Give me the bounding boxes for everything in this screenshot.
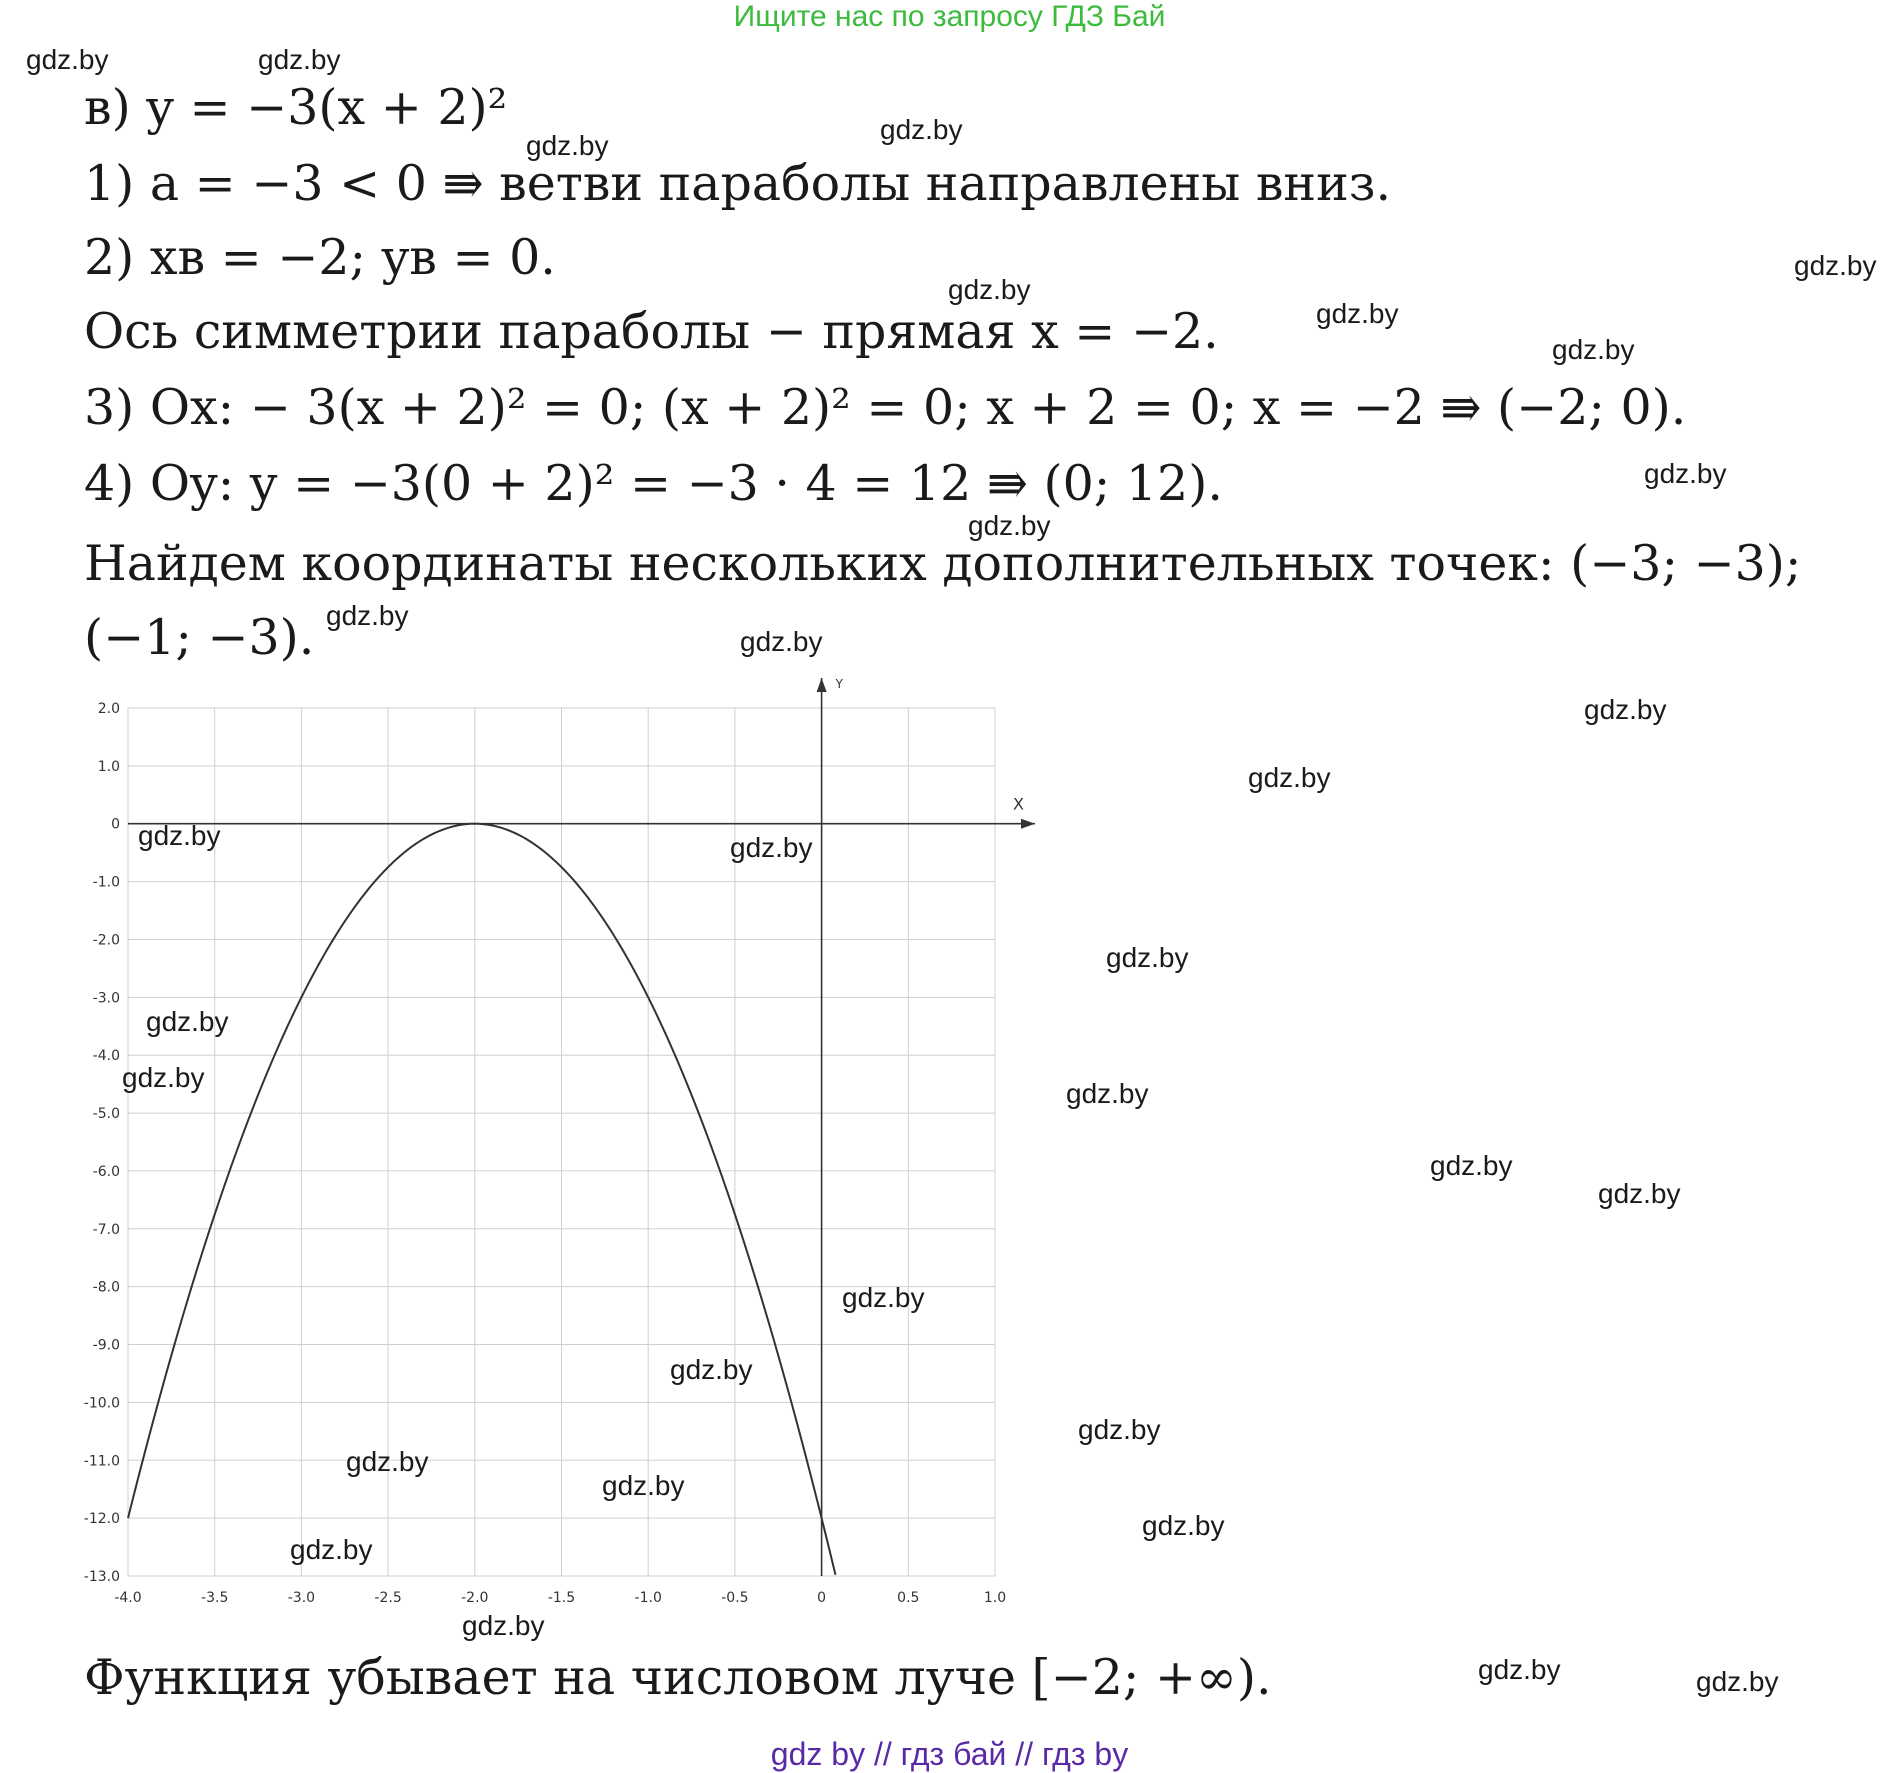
watermark: gdz.by [948, 274, 1031, 305]
y-tick-label: -3.0 [92, 990, 120, 1007]
y-tick-label: -4.0 [92, 1048, 120, 1065]
watermark: gdz.by [602, 1470, 685, 1501]
chart-tick-labels [84, 701, 1006, 1606]
watermark: gdz.by [1552, 334, 1635, 365]
conclusion-text: Функция убывает на числовом луче [−2; +∞). [84, 1649, 1272, 1706]
x-tick-label: -2.0 [461, 1590, 489, 1606]
watermark: gdz.by [526, 130, 609, 161]
watermark: gdz.by [1478, 1654, 1561, 1685]
y-tick-label: -12.0 [83, 1511, 120, 1528]
watermark: gdz.by [462, 1610, 545, 1641]
x-tick-label: -0.5 [721, 1590, 749, 1606]
chart-grid [128, 708, 995, 1576]
watermark: gdz.by [326, 600, 409, 631]
watermark: gdz.by [880, 114, 963, 145]
x-tick-label: -4.0 [114, 1590, 142, 1606]
x-tick-label: 0 [817, 1590, 827, 1606]
step-4: 4) Oy: y = −3(0 + 2)² = −3 · 4 = 12 ⇛ (0; 12). [84, 455, 1223, 512]
watermark: gdz.by [290, 1534, 373, 1565]
x-tick-label: -3.0 [287, 1590, 316, 1606]
watermark: gdz.by [1066, 1078, 1149, 1109]
watermark: gdz.by [842, 1282, 925, 1313]
y-tick-label: -7.0 [92, 1221, 120, 1238]
watermark: gdz.by [1644, 458, 1727, 489]
watermark: gdz.by [122, 1062, 205, 1093]
y-tick-label: -11.0 [83, 1453, 120, 1470]
y-tick-label: -6.0 [92, 1163, 120, 1180]
y-tick-label: -13.0 [83, 1569, 120, 1585]
y-tick-label: -10.0 [83, 1395, 120, 1412]
watermark: gdz.by [1794, 250, 1877, 281]
extra-points-text: Найдем координаты нескольких дополнительных точек: (−3; −3); [84, 535, 1802, 592]
y-tick-label: 0 [111, 816, 120, 833]
parabola-curve [128, 824, 835, 1575]
watermark: gdz.by [1248, 762, 1331, 793]
watermark: gdz.by [1142, 1510, 1225, 1541]
watermark: gdz.by [740, 626, 823, 657]
y-tick-label: -1.0 [92, 874, 120, 891]
y-tick-label: -5.0 [92, 1106, 120, 1123]
step-1: 1) a = −3 < 0 ⇛ ветви параболы направлены вниз. [84, 155, 1392, 212]
step-2: 2) xв = −2; yв = 0. [84, 229, 556, 286]
y-tick-label: -2.0 [92, 932, 120, 949]
watermark: gdz.by [346, 1446, 429, 1477]
x-axis-label: X [1013, 794, 1024, 814]
symmetry-axis-text: Ось симметрии параболы − прямая x = −2. [84, 303, 1219, 360]
site-banner[interactable]: Ищите нас по запросу ГДЗ Бай [733, 0, 1166, 33]
chart-axes [128, 677, 1035, 1576]
x-tick-label: -1.5 [547, 1590, 576, 1606]
watermark: gdz.by [670, 1354, 753, 1385]
y-axis-arrow [817, 678, 827, 692]
x-tick-label: -3.5 [201, 1590, 229, 1606]
watermark: gdz.by [1316, 298, 1399, 329]
watermark: gdz.by [1430, 1150, 1513, 1181]
y-tick-label: 2.0 [97, 701, 120, 717]
x-tick-label: -1.0 [634, 1590, 662, 1606]
watermark: gdz.by [730, 832, 813, 863]
y-axis-label: Y [835, 677, 843, 691]
step-3: 3) Ox: − 3(x + 2)² = 0; (x + 2)² = 0; x + 2 = 0; x = −2 ⇛ (−2; 0). [84, 379, 1687, 436]
watermark: gdz.by [26, 44, 109, 75]
x-tick-label: 1.0 [983, 1590, 1007, 1606]
watermark: gdz.by [1696, 1666, 1779, 1697]
x-axis-arrow [1021, 819, 1035, 829]
y-tick-label: -9.0 [92, 1337, 120, 1354]
y-tick-label: 1.0 [97, 758, 120, 775]
watermark: gdz.by [1078, 1414, 1161, 1445]
footer-links[interactable]: gdz by // гдз бай // гдз by [770, 1736, 1129, 1772]
watermark: gdz.by [1598, 1178, 1681, 1209]
watermark: gdz.by [1584, 694, 1667, 725]
x-tick-label: 0.5 [897, 1590, 920, 1606]
extra-points-text-2: (−1; −3). [84, 609, 315, 666]
task-header: в) y = −3(x + 2)² [84, 79, 508, 136]
x-tick-label: -2.5 [374, 1590, 402, 1606]
watermark: gdz.by [968, 510, 1051, 541]
watermark: gdz.by [138, 820, 221, 851]
watermark: gdz.by [258, 44, 341, 75]
y-tick-label: -8.0 [92, 1279, 120, 1296]
watermark: gdz.by [1106, 942, 1189, 973]
watermark: gdz.by [146, 1006, 229, 1037]
